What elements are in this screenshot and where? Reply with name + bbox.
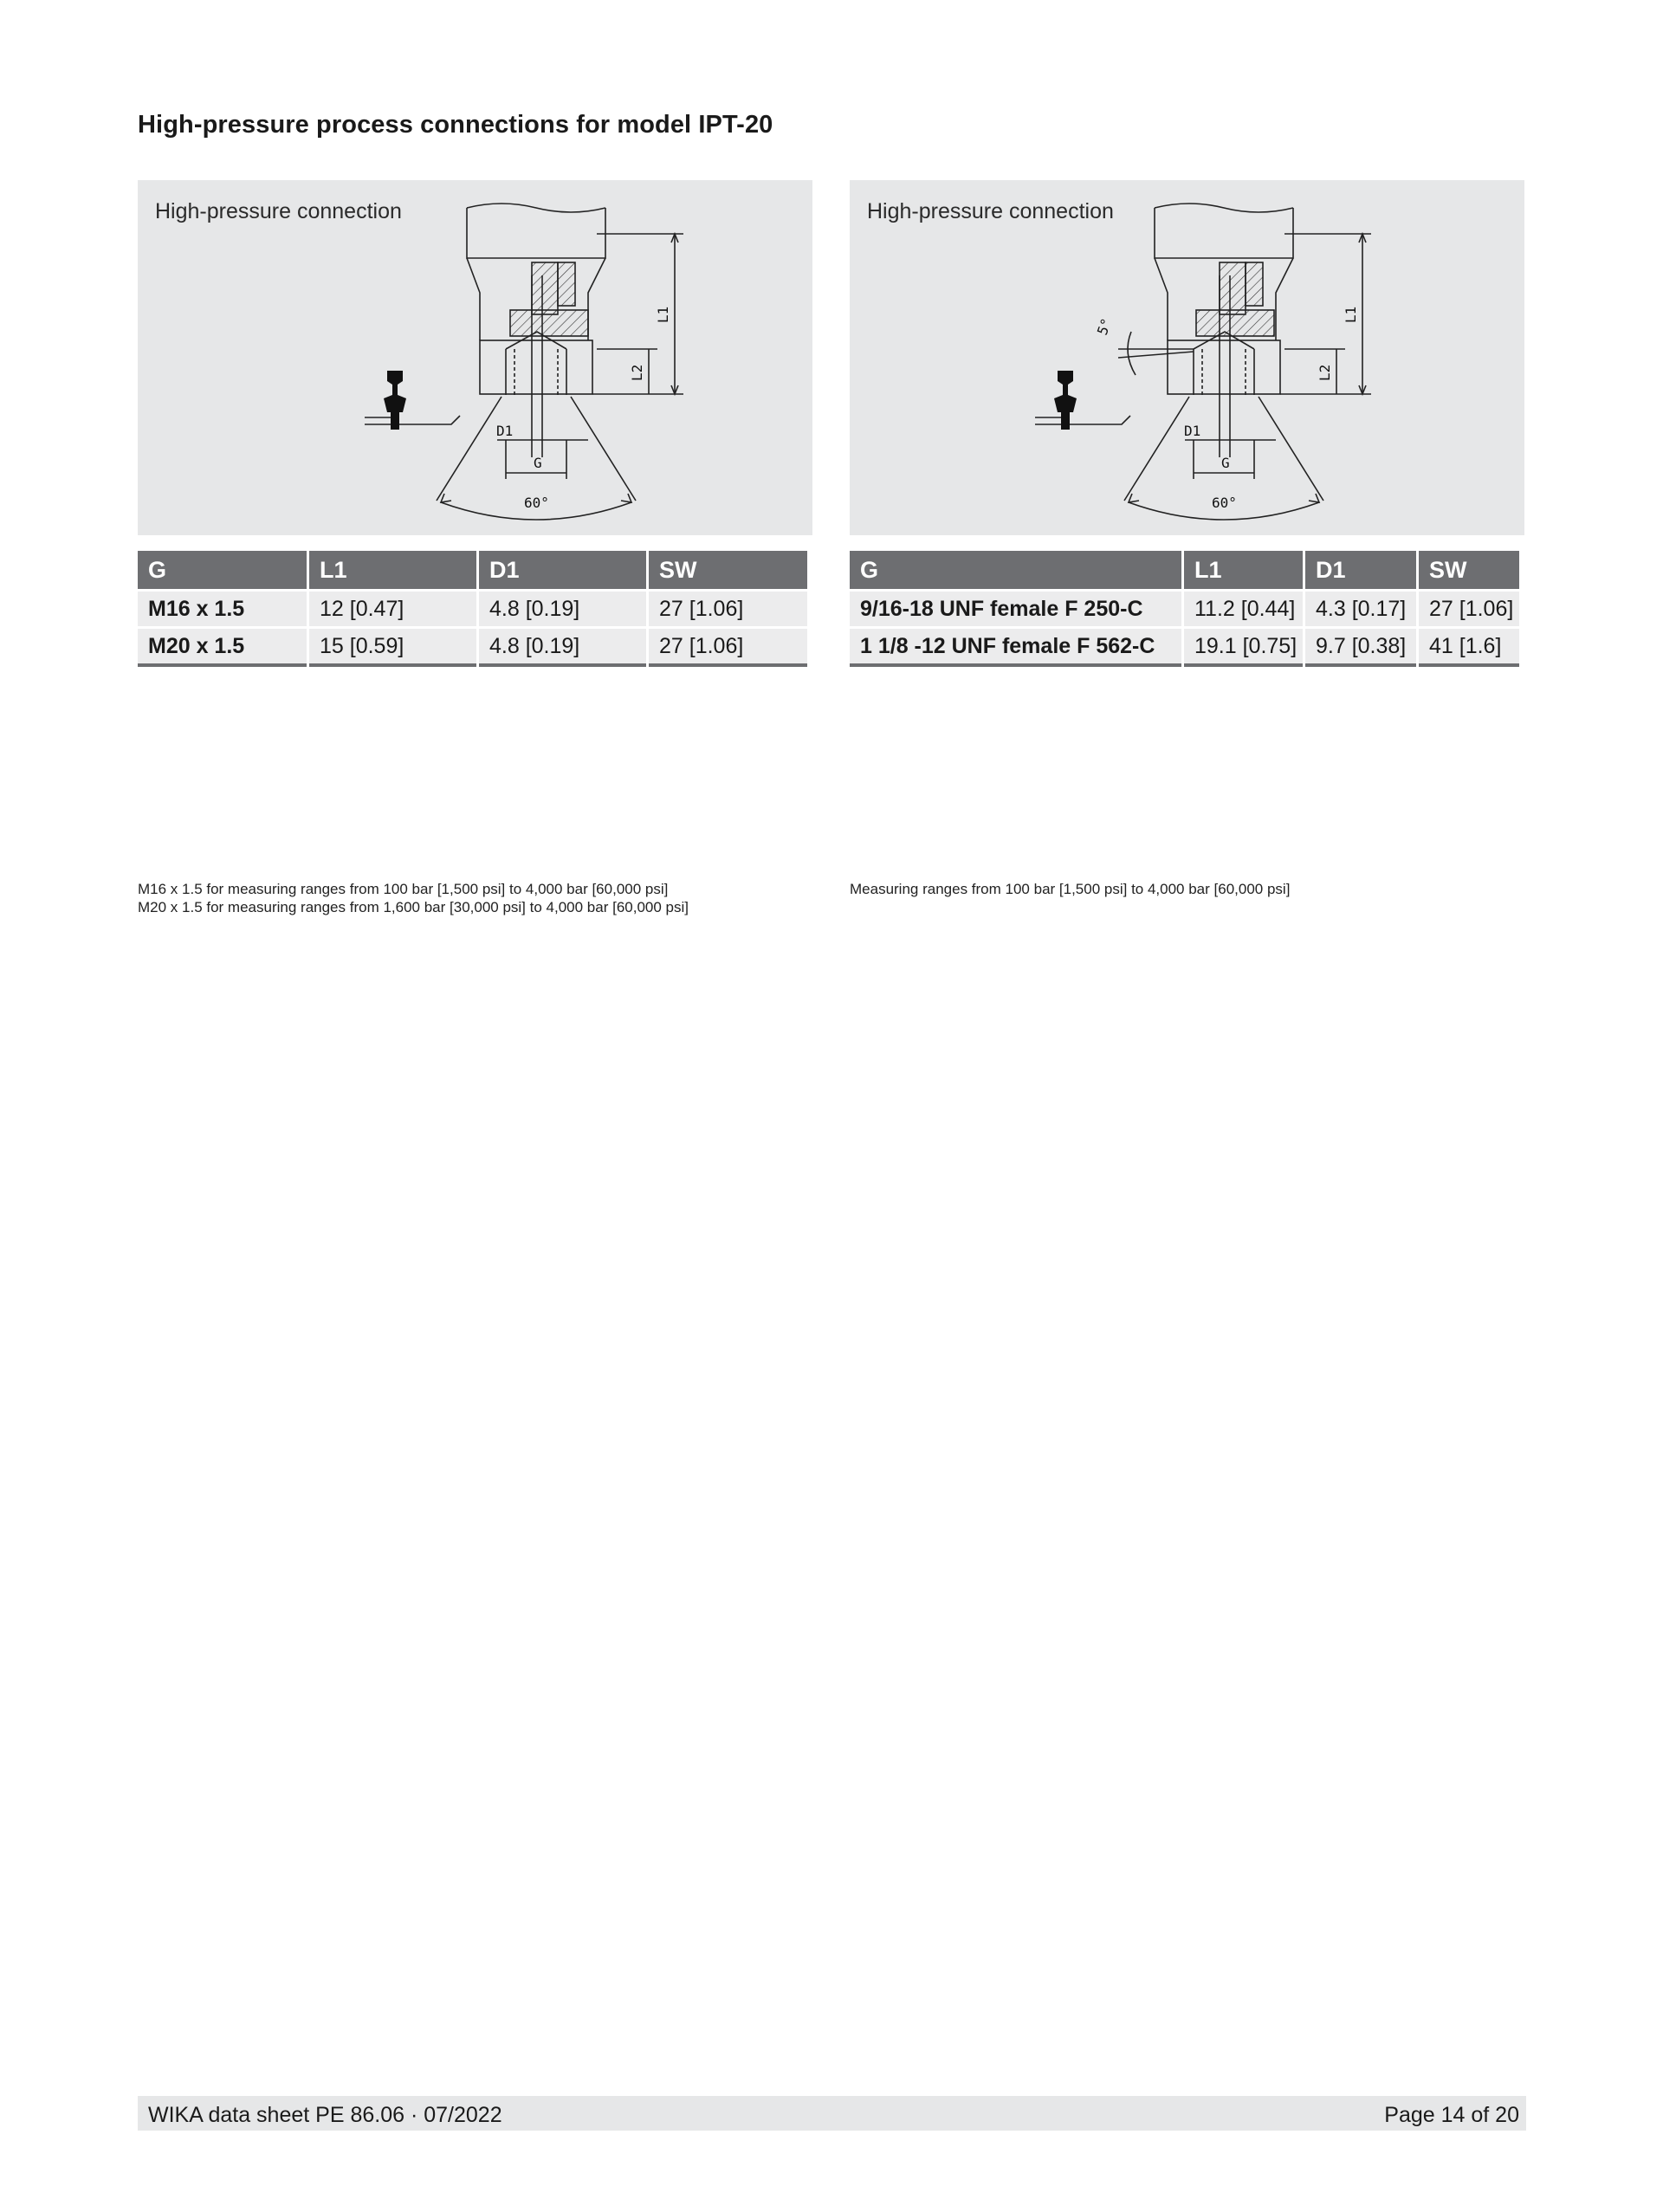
dim-g-label: G [1221,455,1230,471]
dim-d1-label: D1 [496,423,514,439]
right-dimensions-table [847,551,1522,667]
dim-d1-label: D1 [1184,423,1201,439]
cell-g: M20 x 1.5 [138,629,307,667]
table-row [850,592,1519,629]
cell-d1: 4.8 [0.19] [479,592,646,629]
table-row [138,629,807,667]
right-connection-drawing [850,180,1524,535]
cell-d1: 9.7 [0.38] [1305,629,1416,667]
left-dimensions-table [135,551,810,667]
dim-l2-label: L2 [1317,364,1333,381]
cell-d1: 4.3 [0.17] [1305,592,1416,629]
note-line: M16 x 1.5 for measuring ranges from 100 bar [1,500 psi] to 4,000 bar [60,000 psi] [138,881,669,897]
header-g: G [850,551,1181,592]
table-header-row [850,551,1519,592]
table-row [138,592,807,629]
left-connection-panel [138,180,812,915]
header-d1: D1 [1305,551,1416,592]
left-notes [138,880,689,916]
header-d1: D1 [479,551,646,592]
cell-g: M16 x 1.5 [138,592,307,629]
dim-small-angle-label: 5° [1093,315,1116,338]
figure-label: High-pressure connection [867,199,1114,223]
section-title: High-pressure process connections for model IPT-20 [138,111,773,139]
header-l1: L1 [1184,551,1303,592]
header-sw: SW [649,551,807,592]
cell-sw: 27 [1.06] [649,592,807,629]
cell-sw: 27 [1.06] [649,629,807,667]
dim-g-label: G [534,455,542,471]
cell-g: 1 1/8 -12 UNF female F 562-C [850,629,1181,667]
note-line: Measuring ranges from 100 bar [1,500 psi] to 4,000 bar [60,000 psi] [850,881,1291,897]
cell-l1: 19.1 [0.75] [1184,629,1303,667]
cell-sw: 27 [1.06] [1419,592,1519,629]
right-connection-panel [850,180,1524,897]
dim-l1-label: L1 [655,306,671,323]
note-line: M20 x 1.5 for measuring ranges from 1,600 bar [30,000 psi] to 4,000 bar [60,000 psi] [138,899,689,915]
cell-l1: 15 [0.59] [309,629,476,667]
figure-label: High-pressure connection [155,199,402,223]
page-footer [138,2096,1526,2131]
cell-d1: 4.8 [0.19] [479,629,646,667]
cell-l1: 12 [0.47] [309,592,476,629]
cell-g: 9/16-18 UNF female F 250-C [850,592,1181,629]
right-notes [850,880,1290,898]
table-header-row [138,551,807,592]
cell-l1: 11.2 [0.44] [1184,592,1303,629]
technical-drawing [138,180,812,535]
footer-page-number: Page 14 of 20 [1384,2103,1519,2127]
technical-drawing [850,180,1524,535]
cell-sw: 41 [1.6] [1419,629,1519,667]
header-g: G [138,551,307,592]
header-l1: L1 [309,551,476,592]
footer-datasheet-id: WIKA data sheet PE 86.06 · 07/2022 [148,2103,502,2127]
dim-angle-label: 60° [524,495,549,511]
table-row [850,629,1519,667]
dim-l2-label: L2 [629,364,645,381]
header-sw: SW [1419,551,1519,592]
dim-l1-label: L1 [1343,306,1359,323]
left-connection-drawing [138,180,812,535]
dim-angle-label: 60° [1212,495,1237,511]
